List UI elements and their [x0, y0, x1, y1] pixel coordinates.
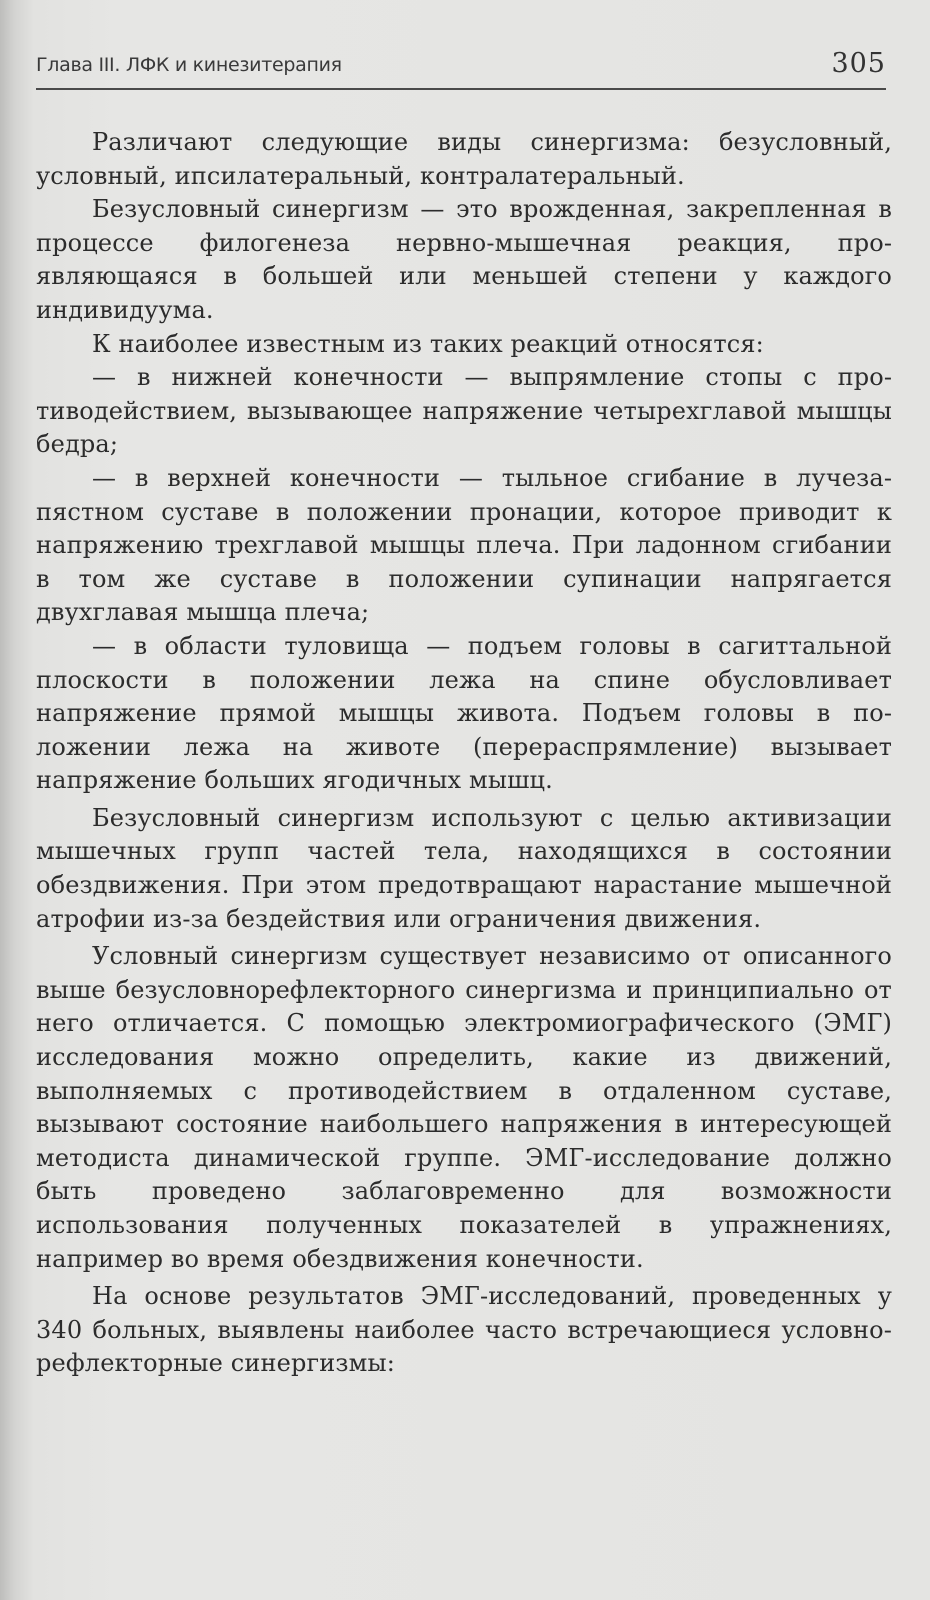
- list-item-lower-limb: — в нижней конечности — выпрямление стопы с противодействием, вызывающее напряжение четырехглавой мышцы бедра;: [36, 363, 892, 459]
- page-header: [36, 48, 886, 84]
- header-rule: [36, 88, 886, 90]
- paragraph-synergism-types: Различают следующие виды синергизма: безусловный, условный, ипсилатеральный, контралатеральный.: [36, 128, 892, 190]
- paragraph-unconditional-definition: Безусловный синергизм — это врожденная, закрепленная в процессе филогенеза нервно-мышечная реакция, проявляющаяся в большей или меньшей степени у каждого индивидуума.: [36, 195, 892, 324]
- paragraph-known-reactions: К наиболее известным из таких реакций относятся:: [92, 329, 764, 358]
- list-item-upper-limb: — в верхней конечности — тыльное сгибание в лучезапястном суставе в положении пронации, которое приводит к напряжению трехглавой мышцы плеча. При ладонном сгибании в том же суставе в положении супинации напрягается двухглавая мышца плеча;: [36, 463, 892, 627]
- list-item-trunk: — в области туловища — подъем головы в сагиттальной плоскости в положении лежа на спине обусловливает напряжение прямой мышцы живота. Подъем головы в положении лежа на животе (перераспрямление) вызывает напряжение больших ягодичных мышц.: [36, 631, 892, 795]
- page-number: 305: [831, 48, 886, 79]
- running-head: Глава III. ЛФК и кинезитерапия: [36, 54, 342, 76]
- paragraph-unconditional-usage: Безусловный синергизм используют с целью активизации мышечных групп частей тела, находящихся в состоянии обездвижения. При этом предотвращают нарастание мышечной атрофии из-за бездействия или ограничения движения.: [36, 803, 892, 933]
- body-text: [36, 126, 892, 1381]
- paragraph-conditional-synergism: Условный синергизм существует независимо от описанного выше безусловнорефлекторного синергизма и принципиально от него отличается. С помощью электромиографического (ЭМГ) исследования можно определить, какие из движений, выполняемых с противодействием в отдаленном суставе, вызывают состояние наибольшего напряжения в интересующей методиста динамической группе. ЭМГ-исследование должно быть проведено заблаговременно для возможности использования полученных показателей в упражнениях, например во время обездвижения конечности.: [36, 942, 892, 1273]
- paragraph-emg-results: На основе результатов ЭМГ-исследований, проведенных у 340 больных, выявлены наиболее часто встречающиеся условно-рефлекторные синергизмы:: [36, 1282, 892, 1378]
